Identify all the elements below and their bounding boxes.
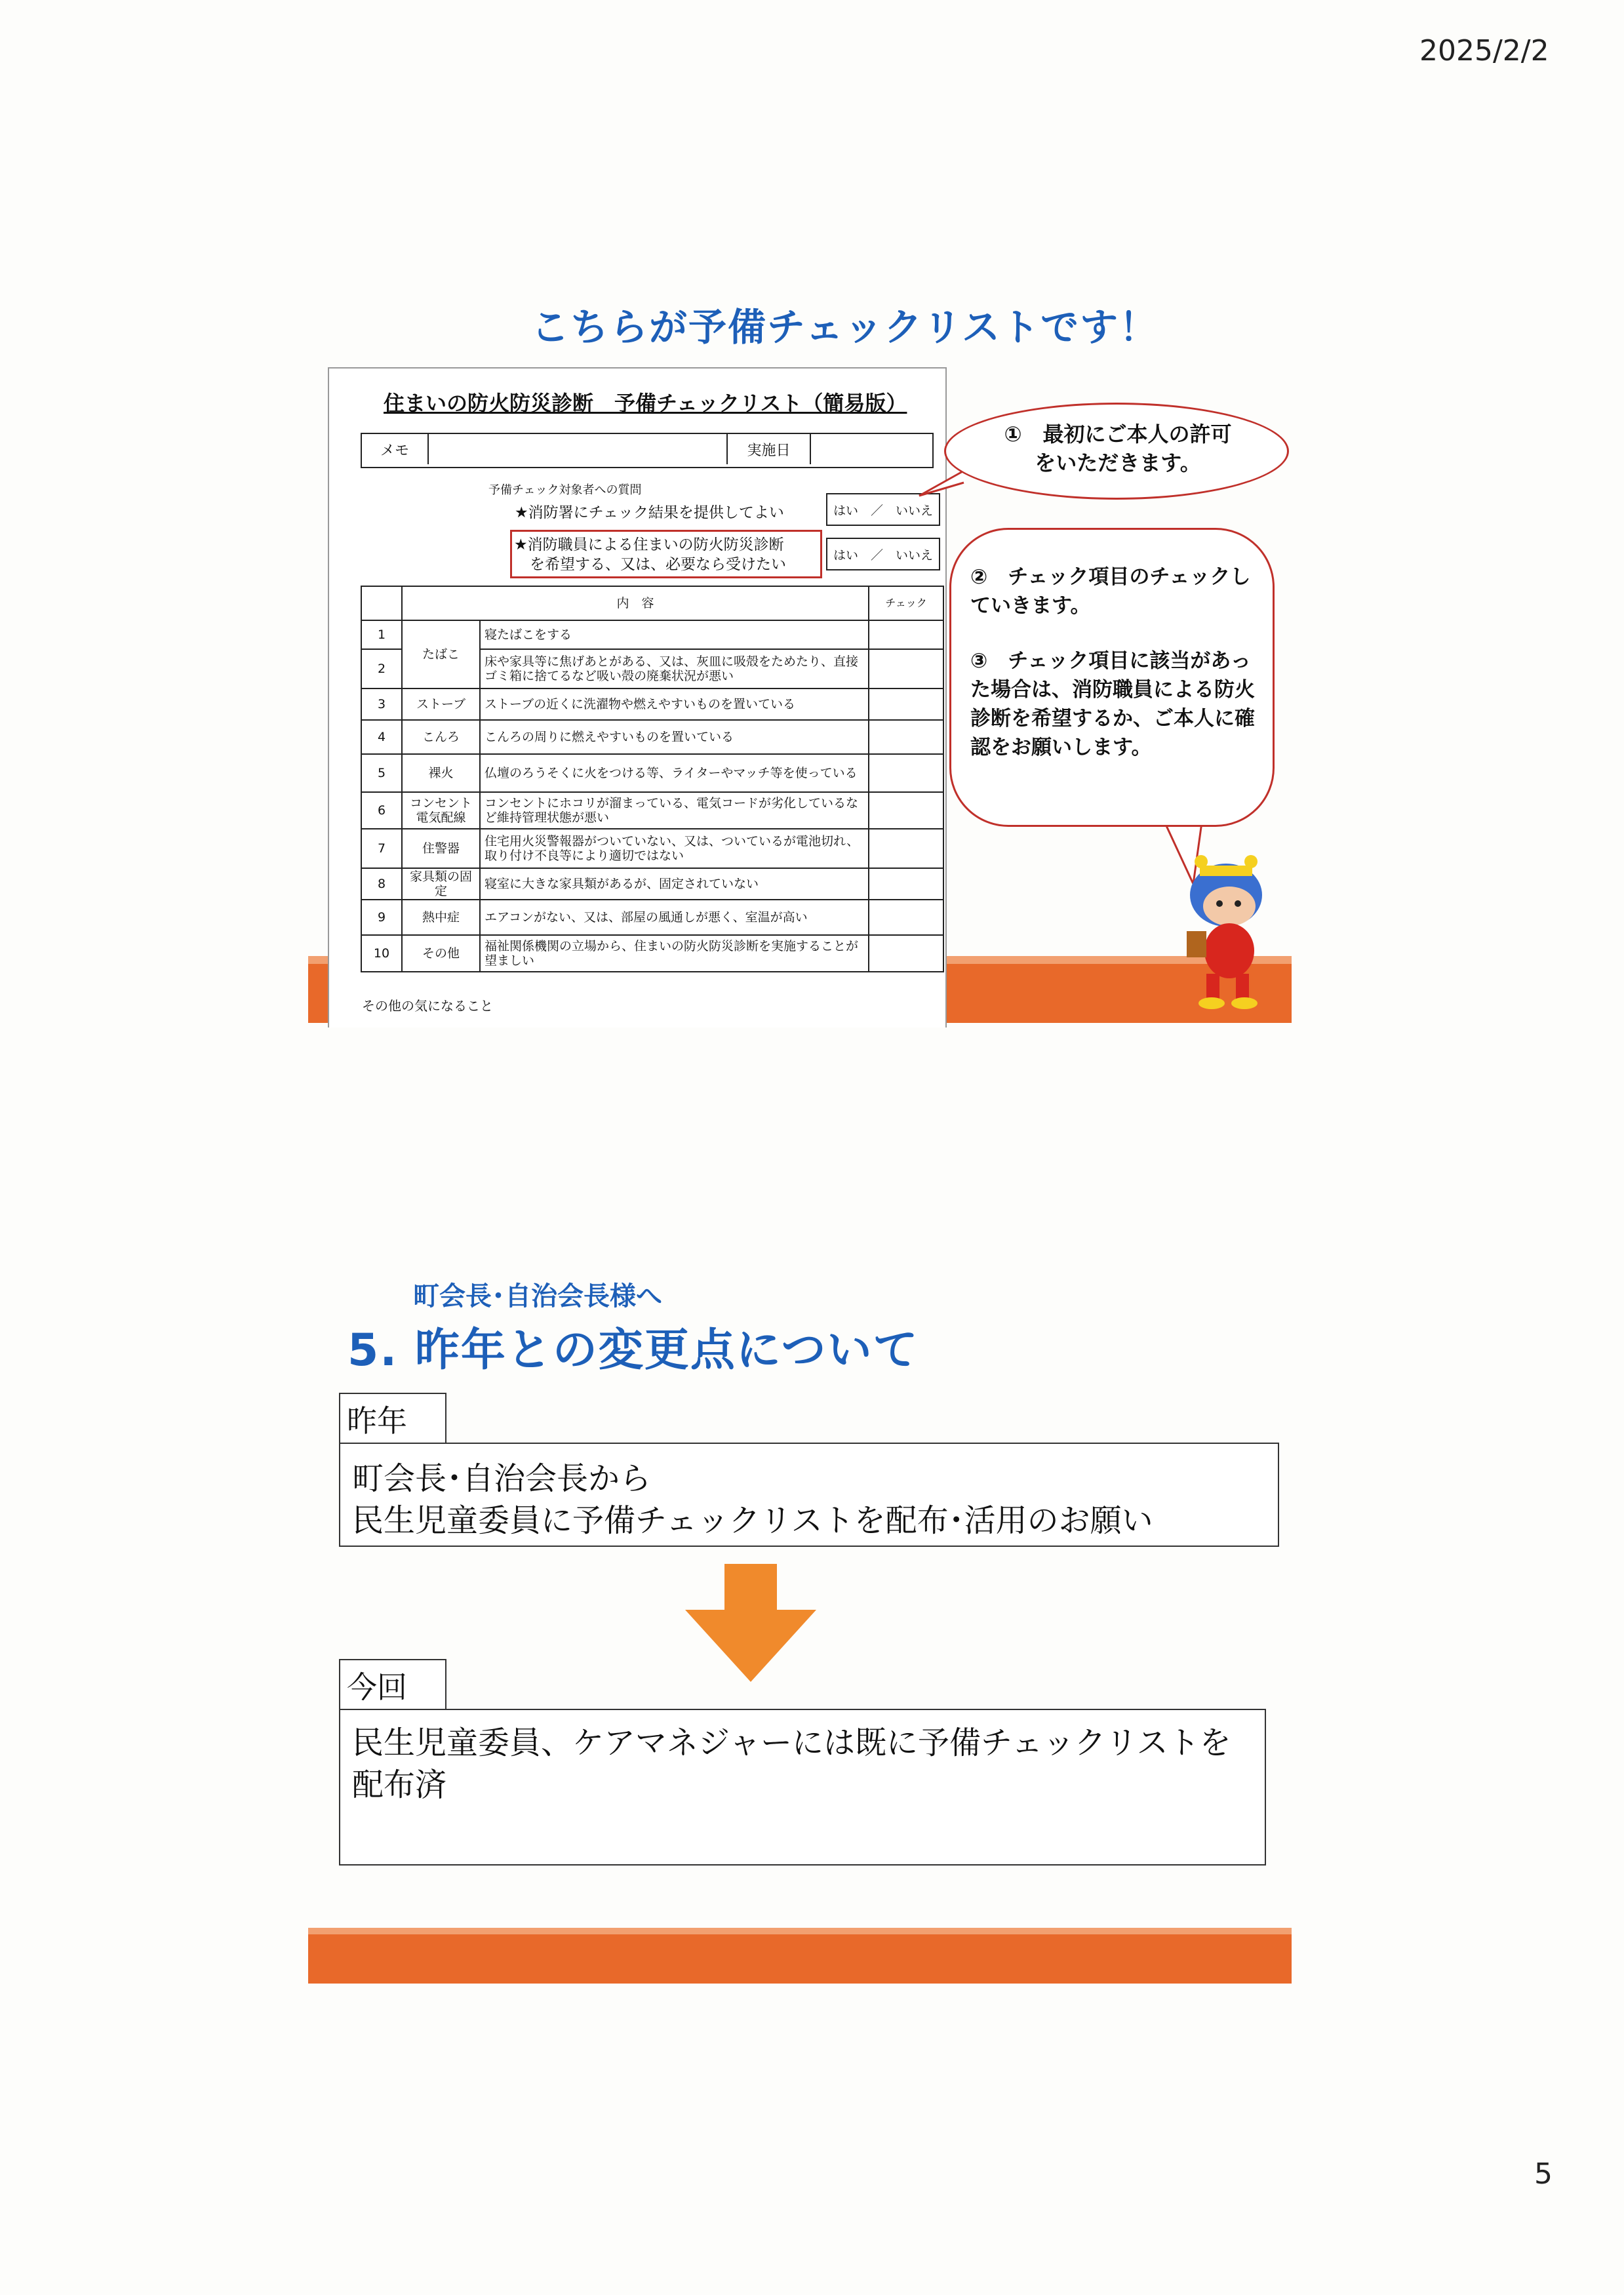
check-cell bbox=[869, 649, 943, 688]
row-category: 熱中症 bbox=[402, 900, 480, 935]
row-category: コンセント電気配線 bbox=[402, 792, 480, 829]
bubble2-step2: ② チェック項目のチェックしていきます。 bbox=[970, 565, 1251, 618]
row-category: その他 bbox=[402, 935, 480, 972]
row-text: こんろの周りに燃えやすいものを置いている bbox=[480, 720, 869, 754]
slide2-orange-band bbox=[308, 1934, 1292, 1984]
slide1-title: こちらが予備チェックリストです！ bbox=[531, 305, 1159, 349]
row-text: コンセントにホコリが溜まっている、電気コードが劣化しているなど維持管理状態が悪い bbox=[480, 792, 869, 829]
check-cell bbox=[869, 900, 943, 935]
last-year-line2: 民生児童委員に予備チェックリストを配布･活用のお願い bbox=[352, 1502, 1153, 1539]
table-row bbox=[361, 792, 943, 829]
checklist-table bbox=[361, 586, 944, 972]
yes-no-1: はい ／ いいえ bbox=[826, 493, 940, 526]
this-time-label: 今回 bbox=[339, 1659, 446, 1711]
col-check: チェック bbox=[869, 586, 943, 620]
row-category: ストーブ bbox=[402, 688, 480, 720]
last-year-line1: 町会長･自治会長から bbox=[352, 1460, 652, 1497]
memo-row bbox=[361, 433, 934, 468]
checklist-title: 住まいの防火防災診断 予備チェックリスト（簡易版） bbox=[384, 391, 907, 416]
table-header-row bbox=[361, 586, 943, 620]
table-row bbox=[361, 935, 943, 972]
question-2-line1: ★消防職員による住まいの防火防災診断 bbox=[514, 536, 784, 553]
row-category: たばこ bbox=[402, 620, 480, 688]
slide2-subtitle: 町会長･自治会長様へ bbox=[413, 1281, 662, 1311]
memo-label: メモ bbox=[362, 434, 429, 464]
page-number: 5 bbox=[1534, 2157, 1553, 2191]
check-cell bbox=[869, 754, 943, 792]
table-row bbox=[361, 829, 943, 868]
table-row bbox=[361, 900, 943, 935]
table-row bbox=[361, 688, 943, 720]
row-text: 福祉関係機関の立場から、住まいの防火防災診断を実施することが望ましい bbox=[480, 935, 869, 972]
row-text: 住宅用火災警報器がついていない、又は、ついているが電池切れ、取り付け不良等により適切ではない bbox=[480, 829, 869, 868]
row-category: 裸火 bbox=[402, 754, 480, 792]
this-time-text: 民生児童委員、ケアマネジャーには既に予備チェックリストを配布済 bbox=[352, 1725, 1231, 1803]
other-concerns: その他の気になること bbox=[362, 998, 493, 1014]
row-no: 2 bbox=[361, 649, 402, 688]
row-text: 仏壇のろうそくに火をつける等、ライターやマッチ等を使っている bbox=[480, 754, 869, 792]
table-row bbox=[361, 868, 943, 900]
row-text: エアコンがない、又は、部屋の風通しが悪く、室温が高い bbox=[480, 900, 869, 935]
row-category: 家具類の固定 bbox=[402, 868, 480, 900]
date-label: 実施日 bbox=[726, 434, 811, 464]
row-text: 床や家具等に焦げあとがある、又は、灰皿に吸殻をためたり、直接ゴミ箱に捨てるなど吸い殻の廃棄状況が悪い bbox=[480, 649, 869, 688]
row-no: 3 bbox=[361, 688, 402, 720]
row-no: 7 bbox=[361, 829, 402, 868]
table-row bbox=[361, 754, 943, 792]
slide2-title: 5. 昨年との変更点について bbox=[347, 1325, 919, 1376]
question-1: ★消防署にチェック結果を提供してよい bbox=[515, 504, 784, 521]
last-year-box bbox=[339, 1443, 1279, 1547]
row-text: 寝室に大きな家具類があるが、固定されていない bbox=[480, 868, 869, 900]
table-row bbox=[361, 620, 943, 649]
row-text: ストーブの近くに洗濯物や燃えやすいものを置いている bbox=[480, 688, 869, 720]
check-cell bbox=[869, 935, 943, 972]
yes-no-2: はい ／ いいえ bbox=[826, 538, 940, 570]
bubble2-step3: ③ チェック項目に該当があった場合は、消防職員による防火診断を希望するか、ご本人に確認をお願いします。 bbox=[970, 649, 1255, 759]
row-no: 4 bbox=[361, 720, 402, 754]
check-cell bbox=[869, 868, 943, 900]
bubble2-text bbox=[970, 563, 1259, 762]
down-arrow-icon bbox=[685, 1564, 816, 1682]
bubble1-text: ① 最初にご本人の許可をいただきます。 bbox=[1004, 422, 1232, 475]
page-date: 2025/2/2 bbox=[1419, 34, 1549, 68]
row-no: 1 bbox=[361, 620, 402, 649]
table-row bbox=[361, 720, 943, 754]
check-cell bbox=[869, 792, 943, 829]
question-header: 予備チェック対象者への質問 bbox=[488, 483, 642, 497]
col-content: 内 容 bbox=[402, 586, 869, 620]
check-cell bbox=[869, 720, 943, 754]
question-2-line2: を希望する、又は、必要なら受けたい bbox=[530, 556, 786, 573]
this-time-box bbox=[339, 1709, 1266, 1866]
row-category: 住警器 bbox=[402, 829, 480, 868]
row-no: 10 bbox=[361, 935, 402, 972]
row-no: 9 bbox=[361, 900, 402, 935]
check-cell bbox=[869, 620, 943, 649]
row-text: 寝たばこをする bbox=[480, 620, 869, 649]
check-cell bbox=[869, 829, 943, 868]
row-category: こんろ bbox=[402, 720, 480, 754]
row-no: 6 bbox=[361, 792, 402, 829]
last-year-label: 昨年 bbox=[339, 1393, 446, 1445]
check-cell bbox=[869, 688, 943, 720]
row-no: 5 bbox=[361, 754, 402, 792]
row-no: 8 bbox=[361, 868, 402, 900]
mascot-illustration bbox=[1160, 852, 1298, 1016]
